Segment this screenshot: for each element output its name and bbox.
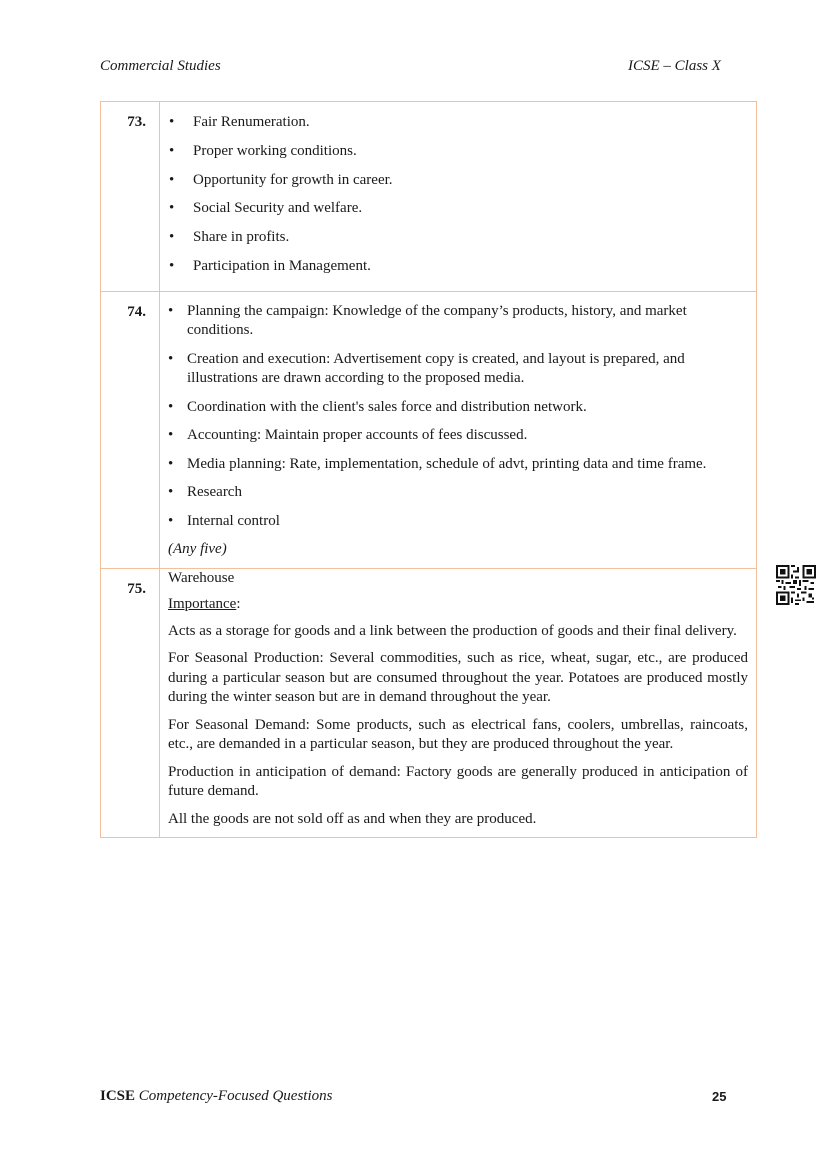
answer-content <box>160 102 757 292</box>
paragraph: For Seasonal Production: Several commodities, such as rice, wheat, sugar, etc., are produced during a particular season but are consumed throughout the year. Potatoes are produced mostly during the winter season but are in demand throughout the year. <box>168 650 748 706</box>
paragraph: All the goods are not sold off as and when they are produced. <box>168 810 537 827</box>
paragraph: For Seasonal Demand: Some products, such as electrical fans, coolers, umbrellas, raincoats, etc., are demanded in a particular season, but they are produced throughout the year. <box>168 716 748 753</box>
paragraph: Acts as a storage for goods and a link between the production of goods and their final delivery. <box>168 622 737 639</box>
any-five-note: (Any five) <box>168 541 227 558</box>
running-header-class: ICSE – Class X <box>628 58 721 74</box>
page-number: 25 <box>712 1089 727 1104</box>
answer-row-75 <box>101 568 757 838</box>
list-item: • Participation in Management. <box>168 257 748 277</box>
footer-title <box>100 1088 332 1105</box>
list-item: • Fair Renumeration. <box>168 113 748 133</box>
list-item: • Accounting: Maintain proper accounts of fees discussed. <box>168 426 748 446</box>
paragraph: Production in anticipation of demand: Factory goods are generally produced in anticipation of future demand. <box>168 763 748 800</box>
list-item: • Planning the campaign: Knowledge of the company’s products, history, and market conditions. <box>168 302 748 341</box>
bullet-list <box>168 292 748 532</box>
list-item: • Share in profits. <box>168 228 748 248</box>
footer-brand: ICSE <box>100 1088 136 1104</box>
answer-content <box>160 568 757 838</box>
qr-code-icon[interactable] <box>776 565 816 605</box>
list-item: • Creation and execution: Advertisement copy is created, and layout is prepared, and illustrations are drawn according to the proposed media. <box>168 350 748 389</box>
question-number: 74. <box>101 291 160 568</box>
answer-title: Warehouse <box>168 569 235 586</box>
bullet-list <box>168 102 748 291</box>
answer-row-73 <box>101 102 757 292</box>
answer-table <box>100 101 757 838</box>
answer-row-74 <box>101 291 757 568</box>
running-header-subject: Commercial Studies <box>100 58 221 74</box>
list-item: • Coordination with the client's sales force and distribution network. <box>168 398 748 418</box>
list-item: • Social Security and welfare. <box>168 199 748 219</box>
subheading: Importance <box>168 596 237 613</box>
question-number: 73. <box>101 102 160 292</box>
list-item: • Internal control <box>168 512 748 532</box>
subheading-colon: : <box>236 596 241 613</box>
list-item: • Research <box>168 483 748 503</box>
question-number: 75. <box>101 568 160 838</box>
list-item: • Media planning: Rate, implementation, schedule of advt, printing data and time frame. <box>168 455 748 475</box>
list-item: • Proper working conditions. <box>168 142 748 162</box>
subheading-line <box>168 595 748 615</box>
list-item: • Opportunity for growth in career. <box>168 171 748 191</box>
answer-content <box>160 291 757 568</box>
footer-subtitle: Competency-Focused Questions <box>138 1088 333 1104</box>
